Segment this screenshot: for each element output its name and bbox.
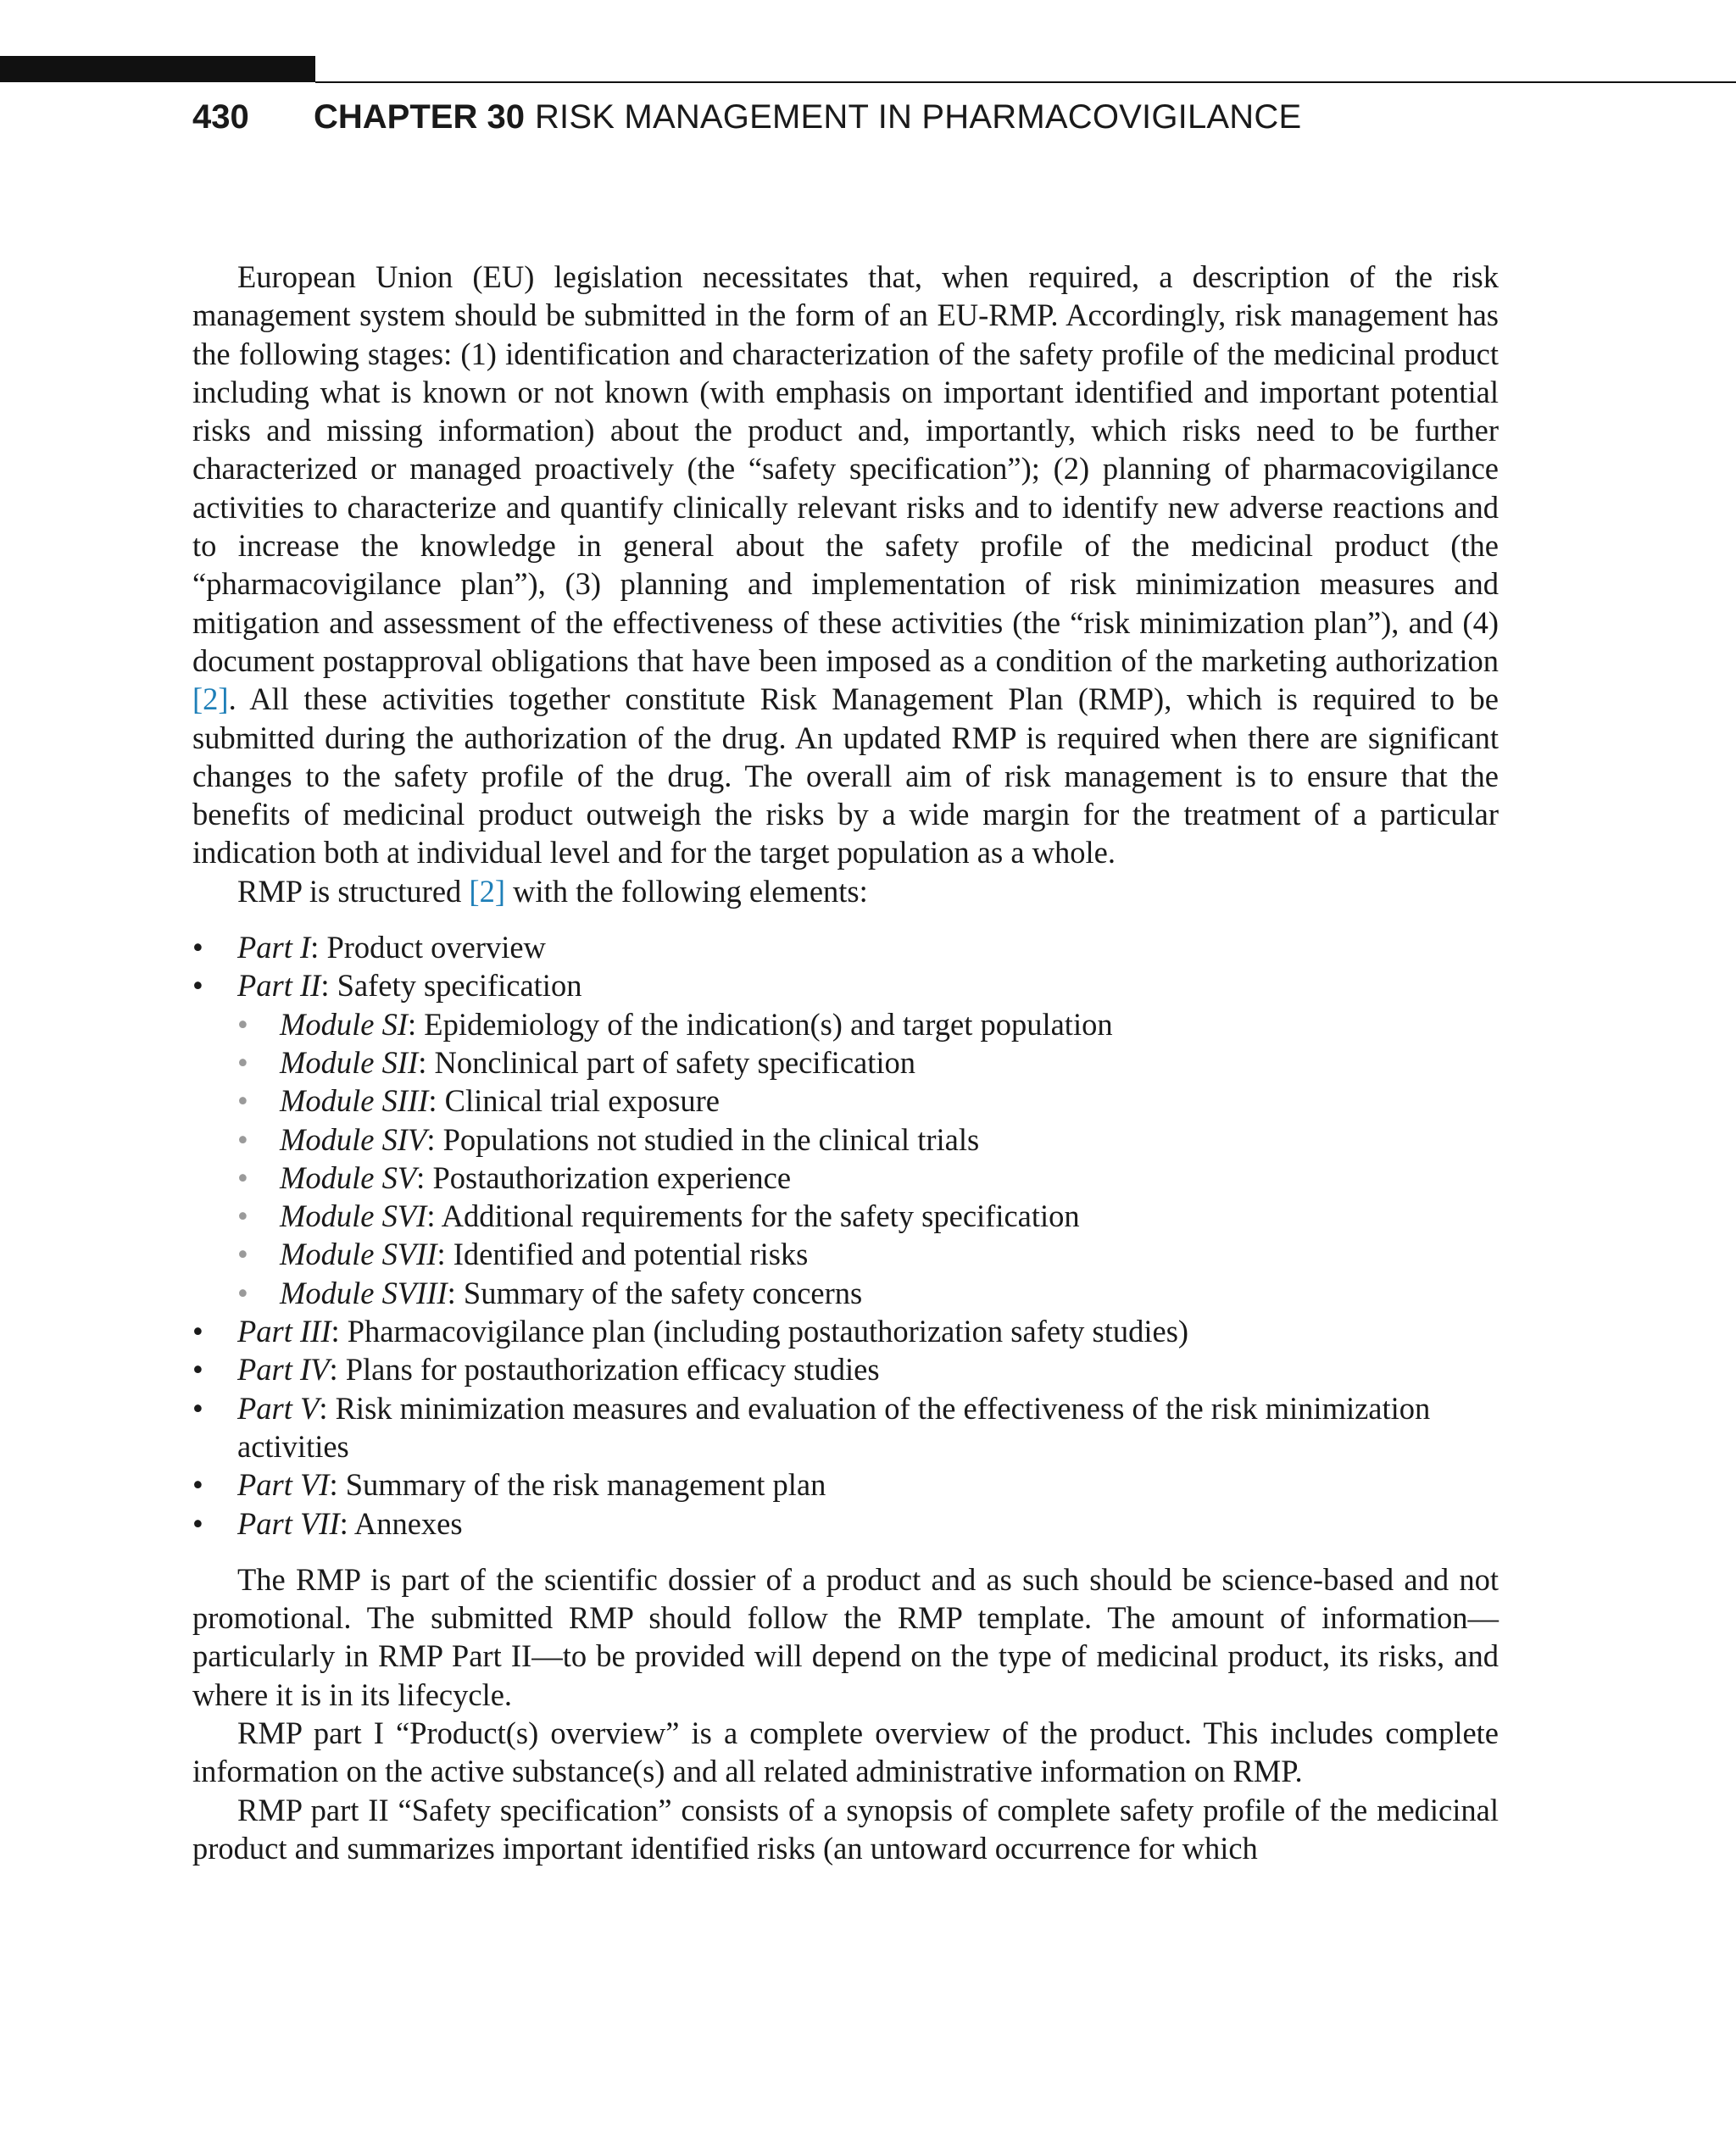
header-bar — [0, 56, 315, 82]
list-item: • Module SI: Epidemiology of the indication(s) and target population — [237, 1005, 1499, 1043]
list-item: • Module SVI: Additional requirements for the safety specification — [237, 1197, 1499, 1235]
chapter-title: RISK MANAGEMENT IN PHARMACOVIGILANCE — [534, 98, 1302, 136]
safety-modules-list — [237, 1005, 1499, 1312]
list-item: • Module SV: Postauthorization experience — [237, 1159, 1499, 1197]
citation-link[interactable]: [2] — [192, 681, 229, 717]
citation-link[interactable]: [2] — [469, 873, 505, 909]
list-item: • Module SVIII: Summary of the safety concerns — [237, 1274, 1499, 1312]
header-rule — [315, 81, 1736, 83]
paragraph-rmp-dossier: The RMP is part of the scientific dossier of a product and as such should be science-based and not promotional. The submitted RMP should follow the RMP template. The amount of information—particularly in RMP Part II—to be provided will depend on the type of medicinal product, its risks, and where it is in its lifecycle. — [192, 1561, 1499, 1712]
paragraph-rmp-structure: RMP is structured [2] with the following elements: — [237, 873, 868, 909]
list-item: • Part VI: Summary of the risk management plan — [192, 1465, 1499, 1504]
list-item: • Module SII: Nonclinical part of safety specification — [237, 1043, 1499, 1082]
paragraph-rmp-part-i: RMP part I “Product(s) overview” is a complete overview of the product. This includes complete information on the active substance(s) and all related administrative information on RMP. — [192, 1715, 1499, 1789]
list-item: • Module SIV: Populations not studied in the clinical trials — [237, 1121, 1499, 1159]
paragraph-eu-rmp: European Union (EU) legislation necessitates that, when required, a description of the risk management system should be submitted in the form of an EU-RMP. Accordingly, risk management has the following stages: (1) identification and characterization of the safety profile of the medicinal product including what is known or not known (with emphasis on important identified and important potential risks and missing information) about the product and, importantly, which risks need to be further characterized or managed proactively (the “safety specification”); (2) planning of pharmacovigilance activities to characterize and quantify clinically relevant risks and to identify new adverse reactions and to increase the knowledge in general about the safety profile of the medicinal product (the “pharmacovigilance plan”), (3) planning and implementation of risk minimization measures and mitigation and assessment of the effectiveness of these activities (the “risk minimization plan”), and (4) document postapproval obligations that have been imposed as a condition of the marketing authorization [2]. All these activities together constitute Risk Management Plan (RMP), which is required to be submitted during the authorization of the drug. An updated RMP is required when there are significant changes to the safety profile of the drug. The overall aim of risk management is to ensure that the benefits of medicinal product outweigh the risks by a wide margin for the treatment of a particular indication both at individual level and for the target population as a whole. — [192, 259, 1499, 870]
list-item: • Part I: Product overview — [192, 928, 1499, 966]
list-item: • Part III: Pharmacovigilance plan (including postauthorization safety studies) — [192, 1312, 1499, 1350]
list-item: • Part VII: Annexes — [192, 1504, 1499, 1543]
list-item: • Module SIII: Clinical trial exposure — [237, 1082, 1499, 1120]
chapter-label: CHAPTER 30 — [314, 98, 525, 136]
running-header — [192, 92, 1301, 142]
page-body — [192, 258, 1499, 1867]
list-item: • Module SVII: Identified and potential risks — [237, 1235, 1499, 1273]
list-item: • Part IV: Plans for postauthorization efficacy studies — [192, 1350, 1499, 1388]
page-number: 430 — [192, 98, 249, 136]
list-item: • Part II: Safety specification • Module SI: Epidemiology of the indication(s) and target population • Module SII: Nonclinical part of safety specification • Module SIII: Clinical trial exposure • Module SIV: Populations not studied in the clinical trials • Module SV: Postauthorization experience • Module SVI: Additional requirements for the safety specification • Module SVII: Identified and potential risks • Module SVIII: Summary of the safety concerns — [192, 966, 1499, 1312]
paragraph-rmp-part-ii: RMP part II “Safety specification” consists of a synopsis of complete safety profile of the medicinal product and summarizes important identified risks (an untoward occurrence for which — [192, 1792, 1499, 1866]
rmp-parts-list — [192, 928, 1499, 1543]
list-item: • Part V: Risk minimization measures and evaluation of the effectiveness of the risk minimization activities — [192, 1389, 1499, 1466]
